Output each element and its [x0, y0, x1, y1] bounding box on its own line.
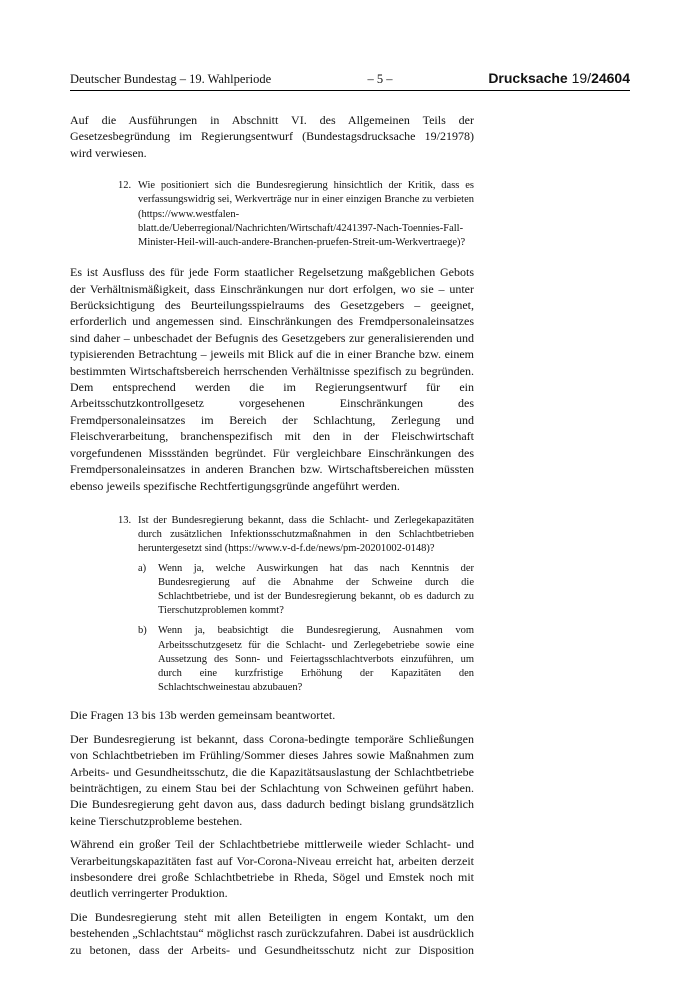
answer-13-paragraph-1: Der Bundesregierung ist bekannt, dass Corona-bedingte temporäre Schließungen von Schlachtbetrieben im Frühling/Sommer dieses Jahres sowie Maßnahmen zum Arbeits- und Gesundheitsschutz, die die Kapazitätsauslastung der Schlachtbetriebe beinträchtigen, zu einem Stau bei der Schlachtung von Schweinen geführt haben. Die Bundesregierung geht davon aus, dass dadurch bedingt bislang grundsätzlich keine Tierschutzprobleme bestehen.: [70, 731, 474, 828]
intro-paragraph: Auf die Ausführungen in Abschnitt VI. des Allgemeinen Teils der Gesetzesbegründung im Regierungsentwurf (Bundestagsdrucksache 19/21978) wird verwiesen.: [70, 113, 474, 160]
question-text: Wie positioniert sich die Bundesregierung hinsichtlich der Kritik, dass es verfassungswidrig sei, Werkverträge nur in einer einzigen Branche zu verbieten (https://www.westfalen-blatt.de/Ueberregional/Nachrichten/Wirtschaft/4241397-Nach-Toennies-Fall-Minister-Heil-will-auch-andere-Branchen-pruefen-Streit-um-Werkvertraege)?: [138, 180, 474, 249]
document-number-value: 24604: [591, 70, 630, 86]
question-13: [118, 514, 474, 557]
header-parliament-term: Deutscher Bundestag – 19. Wahlperiode: [70, 72, 272, 86]
question-12: [118, 179, 474, 250]
question-13a: [138, 562, 474, 619]
sub-question-text: Wenn ja, welche Auswirkungen hat das nach Kenntnis der Bundesregierung auf die Abnahme der Schweine durch die Schlachtbetriebe, und ist der Bundesregierung bekannt, ob es dadurch zu Tierschutzproblemen kommt?: [158, 562, 474, 617]
answer-13-intro: Die Fragen 13 bis 13b werden gemeinsam beantwortet.: [70, 708, 336, 723]
question-13b: [138, 624, 474, 695]
page-number: – 5 –: [367, 72, 393, 86]
page-header: [70, 70, 630, 91]
question-number: 12.: [118, 180, 132, 192]
document-label: Drucksache: [488, 70, 568, 86]
answer-13-paragraph-3: Die Bundesregierung steht mit allen Beteiligten in engem Kontakt, um den bestehenden „Schlachtstau“ möglichst rasch zurückzufahren. Dabei ist ausdrücklich zu betonen, dass der Arbeits- und Gesundheitsschutz nicht zur Disposition: [70, 909, 474, 957]
document-number: [488, 69, 630, 87]
question-text: Ist der Bundesregierung bekannt, dass die Schlacht- und Zerlegekapazitäten durch zusätzlichen Infektionsschutzmaßnahmen in den Schlachtbetrieben heruntergesetzt sind (https://www.v-d-f.de/news/pm-20201002-0148)?: [138, 514, 474, 555]
document-body: [70, 112, 474, 965]
answer-12: Es ist Ausfluss des für jede Form staatlicher Regelsetzung maßgeblichen Gebots der Verhältnismäßigkeit, dass Einschränkungen nur dort erfolgen, wo sie – unter Berücksichtigung des Beurteilungsspielraums des Gesetzgebers – geeignet, erforderlich und angemessen sind. Einschränkungen des Fremdpersonaleinsatzes sind daher – unbeschadet der Befugnis des Gesetzgebers zur generalisierenden und typisierenden Betrachtung – jeweils mit Blick auf die in einer Branche bzw. einem bestimmten Wirtschaftsbereich herrschenden Verhältnisse spezifisch zu begründen. Dem entsprechend werden die im Regierungsentwurf für ein Arbeitsschutzkontrollgesetz vorgesehenen Einschränkungen des Fremdpersonaleinsatzes im Bereich der Schlachtung, Zerlegung und Fleischverarbeitung, branchenspezifisch mit den in der Fleischwirtschaft vorgefundenen Missständen begründet. Für vergleichbare Einschränkungen des Fremdpersonaleinsatzes in anderen Branchen bzw. Wirtschaftsbereichen müssten ebenso jeweils spezifische Rechtfertigungsgründe angeführt werden.: [70, 265, 474, 493]
sub-question-label: a): [138, 562, 147, 574]
question-number: 13.: [118, 514, 132, 526]
answer-13-paragraph-2: Während ein großer Teil der Schlachtbetriebe mittlerweile wieder Schlacht- und Verarbeitungskapazitäten fast auf Vor-Corona-Niveau erreicht hat, arbeiten derzeit insbesondere drei große Schlachtbetriebe in Rheda, Sögel und Emstek noch mit deutlich verringerter Produktion.: [70, 837, 474, 901]
sub-question-label: b): [138, 625, 147, 637]
sub-question-text: Wenn ja, beabsichtigt die Bundesregierung, Ausnahmen vom Arbeitsschutzgesetz für die Schlacht- und Zerlegebetriebe sowie eine Aussetzung des Sonn- und Feiertagsschlachtverbots einzuführen, um durch eine kurzfristige Erhöhung der Kapazitäten den Schlachtschweinestau abzubauen?: [158, 625, 474, 694]
document-number-prefix: 19/: [571, 70, 592, 86]
